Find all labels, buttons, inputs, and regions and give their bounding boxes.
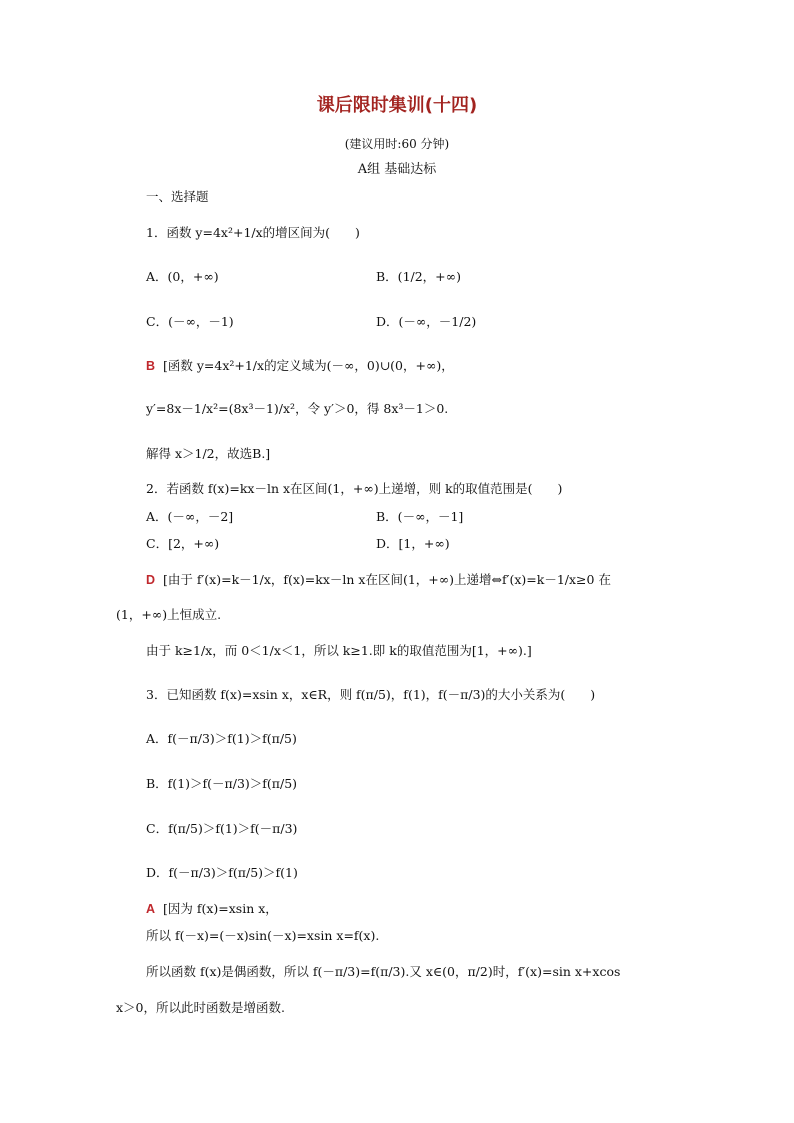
q3-option-c: C．f(π/5)＞f(1)＞f(－π/3) xyxy=(146,821,298,836)
q2-answer: D xyxy=(146,573,156,587)
q3-answer: A xyxy=(146,902,156,916)
q2-solution-line: (1，+∞)上恒成立. xyxy=(116,607,222,622)
q2-option-b: B．(－∞，－1] xyxy=(376,509,464,524)
q1-solution-line: [函数 y=4x²+1/x的定义域为(－∞，0)∪(0，+∞)， xyxy=(162,358,454,373)
q1-solution-line: 解得 x＞1/2，故选B.] xyxy=(146,446,271,461)
q1-option-b: B．(1/2，+∞) xyxy=(376,269,461,284)
q2-option-c: C．[2，+∞) xyxy=(146,536,220,551)
q3-solution-line: x＞0，所以此时函数是增函数. xyxy=(116,1000,285,1015)
q3-option-d: D．f(－π/3)＞f(π/5)＞f(1) xyxy=(146,865,298,880)
q2-stem: 2．若函数 f(x)=kx－ln x在区间(1，+∞)上递增，则 k的取值范围是( ) xyxy=(146,481,563,496)
q3-solution-line: 所以函数 f(x)是偶函数，所以 f(－π/3)=f(π/3).又 x∈(0，π/2)时，f′(x)=sin x+xcos xyxy=(146,964,621,979)
q1-option-a: A．(0，+∞) xyxy=(146,269,219,284)
q3-option-a: A．f(－π/3)＞f(1)＞f(π/5) xyxy=(146,731,297,746)
q1-option-d: D．(－∞，－1/2) xyxy=(376,314,477,329)
q2-option-d: D．[1，+∞) xyxy=(376,536,450,551)
q1-option-c: C．(－∞，－1) xyxy=(146,314,234,329)
q3-stem: 3．已知函数 f(x)=xsin x，x∈R，则 f(π/5)，f(1)，f(－π/3)的大小关系为( ) xyxy=(146,687,596,702)
q2-option-a: A．(－∞，－2] xyxy=(146,509,234,524)
q2-solution-line: 由于 k≥1/x，而 0＜1/x＜1，所以 k≥1.即 k的取值范围为[1，+∞).] xyxy=(146,643,532,658)
group-heading: A组 基础达标 xyxy=(357,162,437,177)
q1-stem: 1．函数 y=4x²+1/x的增区间为( ) xyxy=(146,225,360,240)
q2-solution-line: [由于 f′(x)=k－1/x，f(x)=kx－ln x在区间(1，+∞)上递增⇔f′(x)=k－1/x≥0 在 xyxy=(162,572,611,587)
time-note: (建议用时:60 分钟) xyxy=(344,137,450,151)
q3-solution-line: [因为 f(x)=xsin x， xyxy=(162,901,278,916)
q1-answer: B xyxy=(146,359,156,373)
section-heading: 一、选择题 xyxy=(146,189,209,204)
page-title: 课后限时集训(十四) xyxy=(316,95,478,116)
q3-option-b: B．f(1)＞f(－π/3)＞f(π/5) xyxy=(146,776,298,791)
q1-solution-line: y′=8x－1/x²=(8x³－1)/x²，令 y′＞0，得 8x³－1＞0. xyxy=(146,401,449,416)
q3-solution-line: 所以 f(－x)=(－x)sin(－x)=xsin x=f(x). xyxy=(146,928,380,943)
